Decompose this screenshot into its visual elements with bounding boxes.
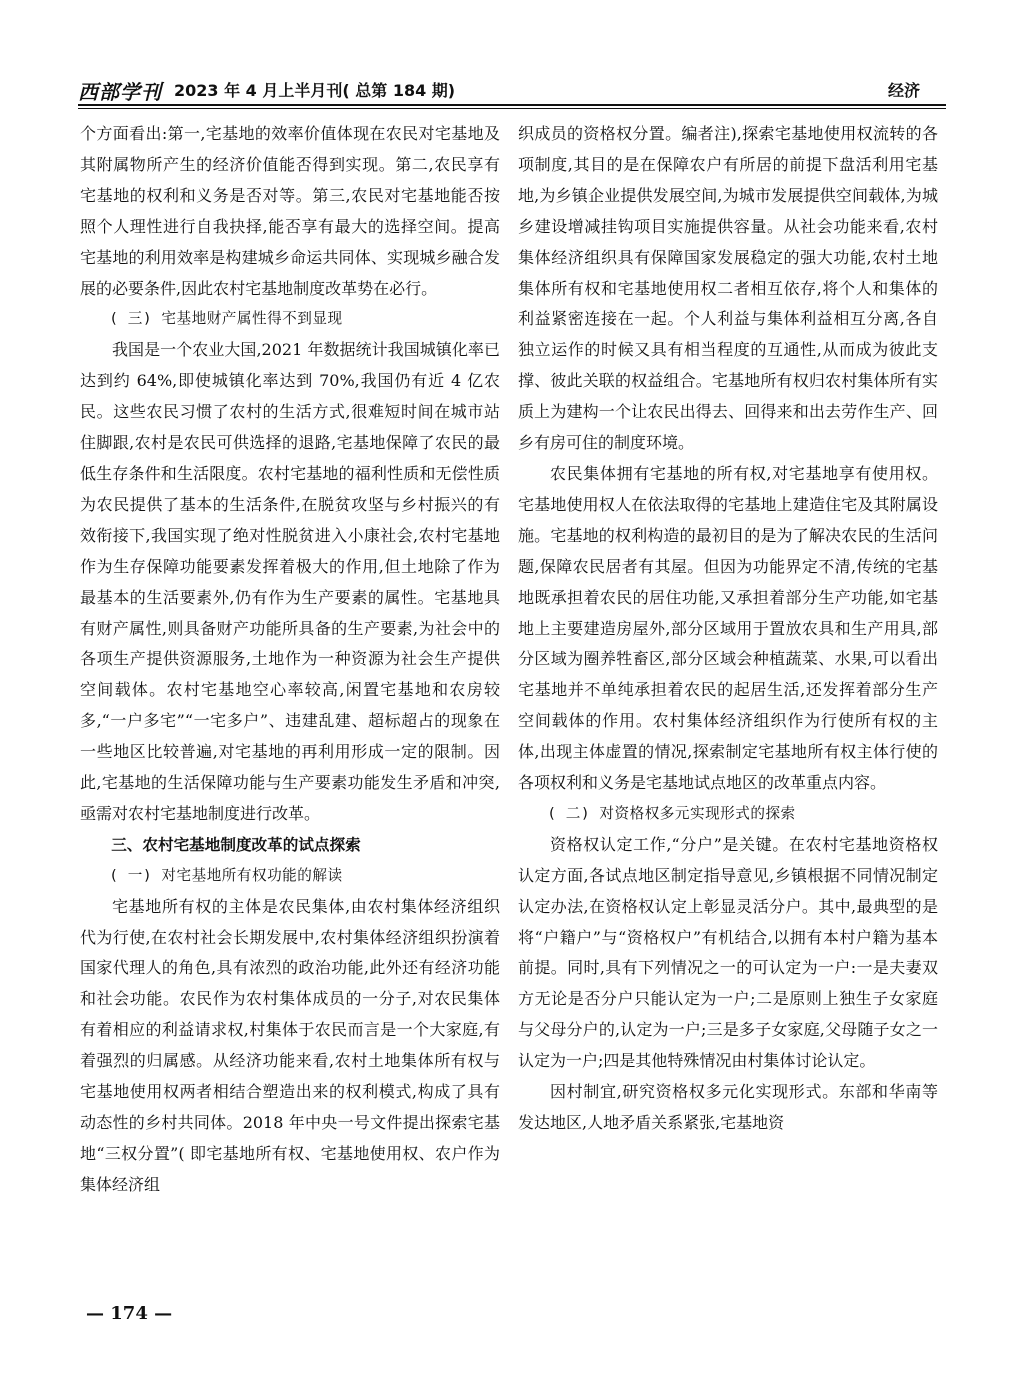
paragraph: 农民集体拥有宅基地的所有权,对宅基地享有使用权。宅基地使用权人在依法取得的宅基地上建造住宅及其附属设施。宅基地的权利构造的最初目的是为了解决农民的生活问题,保障农民居者有其屋。但因为功能界定不清,传统的宅基地既承担着农民的居住功能,又承担着部分生产功能,如宅基地上主要建造房屋外,部分区域用于置放农具和生产用具,部分区域为圈养牲畜区,部分区域会种植蔬菜、水果,可以看出宅基地并不单纯承担着农民的起居生活,还发挥着部分生产空间载体的作用。农村集体经济组织作为行使所有权的主体,出现主体虚置的情况,探索制定宅基地所有权主体行使的各项权利和义务是宅基地试点地区的改革重点内容。 [518,463,938,793]
running-header [78,70,946,102]
paragraph: 资格权认定工作,“分户”是关键。在农村宅基地资格权认定方面,各试点地区制定指导意见,乡镇根据不同情况制定认定办法,在资格权认定上彰显灵活分户。其中,最典型的是将“户籍户”与“资格权户”有机结合,以拥有本村户籍为基本前提。同时,具有下列情况之一的可认定为一户:一是夫妻双方无论是否分户只能认定为一户;二是原则上独生子女家庭与父母分户的,认定为一户;三是多子女家庭,父母随子女之一认定为一户;四是其他特殊情况由村集体讨论认定。 [518,834,938,1071]
header-rule-thick [78,104,946,106]
right-column [518,119,938,1139]
journal-logo: 西部学刊 [78,80,162,104]
paragraph: 织成员的资格权分置。编者注),探索宅基地使用权流转的各项制度,其目的是在保障农户有所居的前提下盘活利用宅基地,为乡镇企业提供发展空间,为城市发展提供空间载体,为城乡建设增减挂钩项目实施提供容量。从社会功能来看,农村集体经济组织具有保障国家发展稳定的强大功能,农村土地集体所有权和宅基地使用权二者相互依存,将个人和集体的利益紧密连接在一起。个人利益与集体利益相互分离,各自独立运作的时候又具有相当程度的互通性,从而成为彼此支撑、彼此关联的权益组合。宅基地所有权归农村集体所有实质上为建构一个让农民出得去、回得来和出去劳作生产、回乡有房可住的制度环境。 [518,124,938,453]
page-number: — 174 — [86,1303,173,1324]
issue-info: 2023 年 4 月上半月刊( 总第 184 期) [174,81,456,100]
paragraph: 个方面看出:第一,宅基地的效率价值体现在农民对宅基地及其附属物所产生的经济价值能否得到实现。第二,农民享有宅基地的权利和义务是否对等。第三,农民对宅基地能否按照个人理性进行自我抉择,能否享有最大的选择空间。提高宅基地的利用效率是构建城乡命运共同体、实现城乡融合发展的必要条件,因此农村宅基地制度改革势在必行。 [80,124,500,298]
section-tag: 经济 [887,81,920,100]
paragraph: 宅基地所有权的主体是农民集体,由农村集体经济组织代为行使,在农村社会长期发展中,农村集体经济组织扮演着国家代理人的角色,具有浓烈的政治功能,此外还有经济功能和社会功能。农民作为农村集体成员的一分子,对农民集体有着相应的利益请求权,村集体于农民而言是一个大家庭,有着强烈的归属感。从经济功能来看,农村土地集体所有权与宅基地使用权两者相结合塑造出来的权利模式,构成了具有动态性的乡村共同体。2018 年中央一号文件提出探索宅基地“三权分置”( 即宅基地所有权、宅基地使用权、农户作为集体经济组 [80,896,500,1194]
left-column [80,119,500,1201]
subsection-heading: ( 三) 宅基地财产属性得不到显现 [109,310,343,328]
subsection-heading: ( 二) 对资格权多元实现形式的探索 [547,804,796,822]
section-heading: 三、农村宅基地制度改革的试点探索 [111,835,361,854]
header-rule-thin [78,108,946,109]
paragraph: 我国是一个农业大国,2021 年数据统计我国城镇化率已达到约 64%,即使城镇化率达到 70%,我国仍有近 4 亿农民。这些农民习惯了农村的生活方式,很难短时间在城市站住脚跟,农村是农民可供选择的退路,宅基地保障了农民的最低生存条件和生活限度。农村宅基地的福利性质和无偿性质为农民提供了基本的生活条件,在脱贫攻坚与乡村振兴的有效衔接下,我国实现了绝对性脱贫进入小康社会,农村宅基地作为生存保障功能要素发挥着极大的作用,但土地除了作为最基本的生活要素外,仍有作为生产要素的属性。宅基地具有财产属性,则具备财产功能所具备的生产要素,为社会中的各项生产提供资源服务,土地作为一种资源为社会生产提供空间载体。农村宅基地空心率较高,闲置宅基地和农房较多,“一户多宅”“一宅多户”、违建乱建、超标超占的现象在一些地区比较普遍,对宅基地的再利用形成一定的限制。因此,宅基地的生活保障功能与生产要素功能发生矛盾和冲突,亟需对农村宅基地制度进行改革。 [80,340,500,823]
subsection-heading: ( 一) 对宅基地所有权功能的解读 [109,866,343,884]
paragraph: 因村制宜,研究资格权多元化实现形式。东部和华南等发达地区,人地矛盾关系紧张,宅基地资 [518,1082,938,1132]
